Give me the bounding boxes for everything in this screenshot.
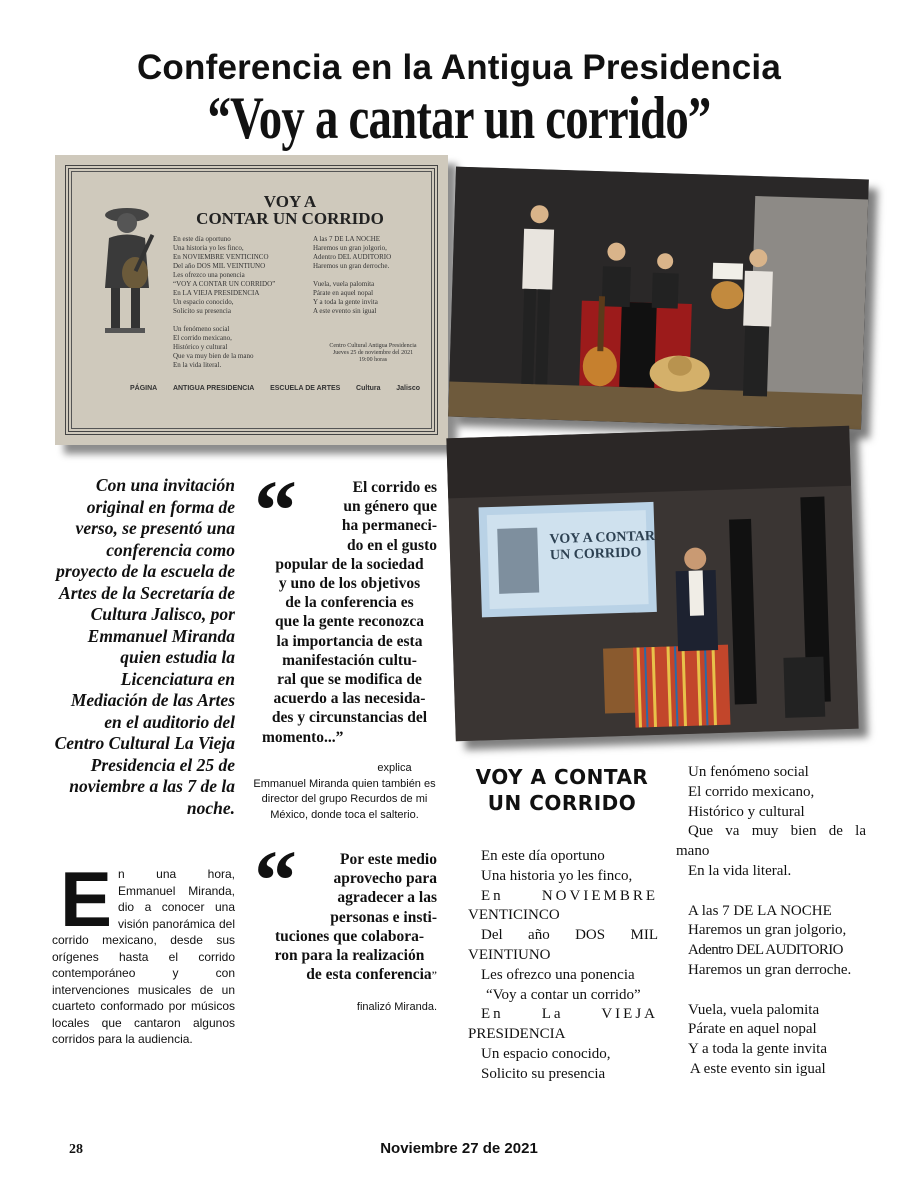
quote1-line: un género que: [343, 498, 437, 516]
quote2-open-mark: “: [254, 832, 297, 928]
poem-line: El corrido mexicano,: [688, 783, 815, 800]
quote1-open-mark: “: [254, 462, 297, 558]
quote1-line: popular de la sociedad: [275, 555, 424, 573]
poem-line: Vuela, vuela palomita: [688, 1001, 820, 1018]
poem-line: Haremos un gran jolgorio,: [688, 922, 847, 939]
quote1-line: des y circunstancias del: [271, 709, 428, 727]
speaker-projection-photo: [446, 426, 858, 742]
poem-line: Y a toda la gente invita: [688, 1041, 827, 1058]
poster-right-verses: A las 7 DE LA NOCHE Haremos un gran jolgorio, Adentro DEL AUDITORIO Haremos un gran derroche. Vuela, vuela palomita Párate en aquel nopal Y a toda la gente invita A este evento sin igual: [313, 235, 392, 315]
poem-line: Párate en aquel nopal: [688, 1021, 817, 1038]
poem-line: En este día oportuno: [481, 848, 605, 864]
poem-title-line1: VOY A CONTAR: [475, 765, 649, 789]
quote1-line: la importancia de esta: [276, 632, 423, 650]
kicker-title: Conferencia en la Antigua Presidencia: [136, 48, 782, 87]
poster-title-line1: VOY A: [263, 192, 317, 211]
screen-title-line2: UN CORRIDO: [549, 545, 642, 564]
quote2-text: [262, 850, 437, 985]
screen-title-line1: VOY A CONTAR: [549, 528, 656, 548]
speaker-projection-drawing: [446, 426, 858, 742]
poem-column-1: [468, 847, 658, 1085]
quote1-attribution: explica Emmanuel Miranda quien también es director del grupo Recurdos de mi México, donde toca el salterio.: [253, 762, 436, 821]
poster-title-line2: CONTAR UN CORRIDO: [196, 209, 384, 228]
quote1-line: de la conferencia es: [285, 594, 414, 612]
quote1-line: ha permaneci-: [341, 517, 437, 535]
poster-title: [165, 193, 415, 227]
issue-date: Noviembre 27 de 2021: [380, 1140, 538, 1157]
quote2-attribution: finalizó Miranda.: [356, 1001, 437, 1013]
poem-line: Un fenómeno social: [688, 764, 809, 780]
poem-line: Adentro DEL AUDITORIO: [688, 942, 843, 959]
logo-pagina: PÁGINA: [130, 385, 158, 392]
poem-line: “Voy a contar un corrido”: [486, 986, 641, 1003]
quote1-line: acuerdo a las necesida-: [273, 690, 426, 708]
poem-line: Solicito su presencia: [481, 1065, 606, 1082]
poem-line: VENTICINCO: [468, 907, 560, 924]
poem-line: A este evento sin igual: [687, 1060, 826, 1077]
guitar-player-illustration: [87, 193, 159, 338]
poem-line: Haremos un gran derroche.: [688, 961, 852, 978]
intro-paragraph: Con una invitación original en forma de verso, se presentó una conferencia como proyecto de la escuela de Artes de la Secretaría de Cultura Jalisco, por Emmanuel Miranda quien estudia la Licenciatura en Mediación de las Artes en el auditorio del Centro Cultural La Vieja Presidencia el 25 de noviembre a las 7 de la noche.: [54, 475, 235, 818]
body-paragraph: [52, 855, 235, 1048]
page-number: 28: [69, 1142, 83, 1157]
poem-title-line2: UN CORRIDO: [487, 791, 637, 815]
poem-line: Una historia yo les finco,: [481, 867, 633, 884]
poster-left-verses: En este día oportuno Una historia yo les finco, En NOVIEMBRE VENTICINCO Del año DOS MIL VEINTIUNO Les ofrezco una ponencia “VOY A CONTAR UN CORRIDO” En LA VIEJA PRESIDENCIA Un espacio conocido, Solicito su presencia Un fenómeno social El corrido mexicano, Histórico y cultural Que va muy bien de la mano En la vida literal.: [173, 235, 276, 369]
logo-jalisco: Jalisco: [396, 385, 420, 392]
poem-line: En La VIEJA: [481, 1006, 658, 1023]
dropcap-letter: E: [60, 855, 113, 943]
quote1-line: que la gente reconozca: [274, 613, 425, 631]
quote1-line: ral que se modifica de: [277, 671, 422, 689]
body-text: n una hora, Emmanuel Miranda, dio a conocer una visión panorámica del corrido mexicano, desde sus orígenes hasta el corrido contemporáneo y con intervenciones musicales de un cuarteto conformado por músicos locales que cantaron algunos corridos para la audiencia.: [52, 867, 235, 1046]
poem-line: mano: [676, 843, 710, 860]
quote2-line: agradecer a las: [337, 889, 437, 907]
quote1-text: [262, 478, 437, 746]
quote1-line: do en el gusto: [347, 536, 437, 554]
quote2-line: aprovecho para: [333, 870, 437, 888]
poem-line: [676, 882, 866, 902]
quote2-close-mark: ”: [431, 968, 437, 983]
poem-line: Un espacio conocido,: [481, 1045, 611, 1062]
quote2-line: de esta conferencia: [306, 966, 432, 984]
poem-title: [467, 764, 657, 816]
quote1-line: El corrido es: [352, 479, 437, 496]
logo-antigua-presidencia: ANTIGUA PRESIDENCIA: [172, 385, 255, 392]
headline: “Voy a cantar un corrido”: [207, 85, 711, 151]
quote2-line: ron para la realización: [274, 947, 425, 965]
poster-logos: [130, 385, 420, 392]
poem-line: PRESIDENCIA: [468, 1026, 566, 1043]
poster-venue-note: Centro Cultural Antigua Presidencia Jueves 25 de noviembre del 2021 19:00 horas: [329, 343, 417, 363]
invitation-poster-image: [55, 155, 448, 445]
poem-line: En la vida literal.: [688, 862, 792, 879]
quote1-line: y uno de los objetivos: [278, 575, 421, 593]
stage-musicians-photo: [448, 167, 869, 430]
poem-column-2: [676, 763, 866, 1080]
quote2-line: Por este medio: [340, 851, 437, 868]
poem-line: Histórico y cultural: [688, 803, 805, 820]
poem-line: [676, 981, 866, 1001]
logo-cultura: Cultura: [356, 385, 381, 392]
poem-line: Que va muy bien de la: [688, 823, 866, 840]
poem-line: VEINTIUNO: [468, 946, 551, 963]
quote1-line: momento...”: [262, 728, 344, 746]
quote2-line: tuciones que colabora-: [275, 927, 424, 945]
poem-line: Les ofrezco una ponencia: [481, 966, 635, 983]
poem-line: En NOVIEMBRE: [481, 887, 658, 904]
poem-line: Del año DOS MIL: [481, 927, 658, 944]
quote1-line: manifestación cultu-: [282, 651, 417, 669]
quote2-line: personas e insti-: [330, 908, 437, 926]
poem-line: A las 7 DE LA NOCHE: [688, 902, 832, 919]
logo-escuela-de-artes: ESCUELA DE ARTES: [270, 385, 341, 392]
stage-musicians-drawing: [448, 167, 869, 430]
